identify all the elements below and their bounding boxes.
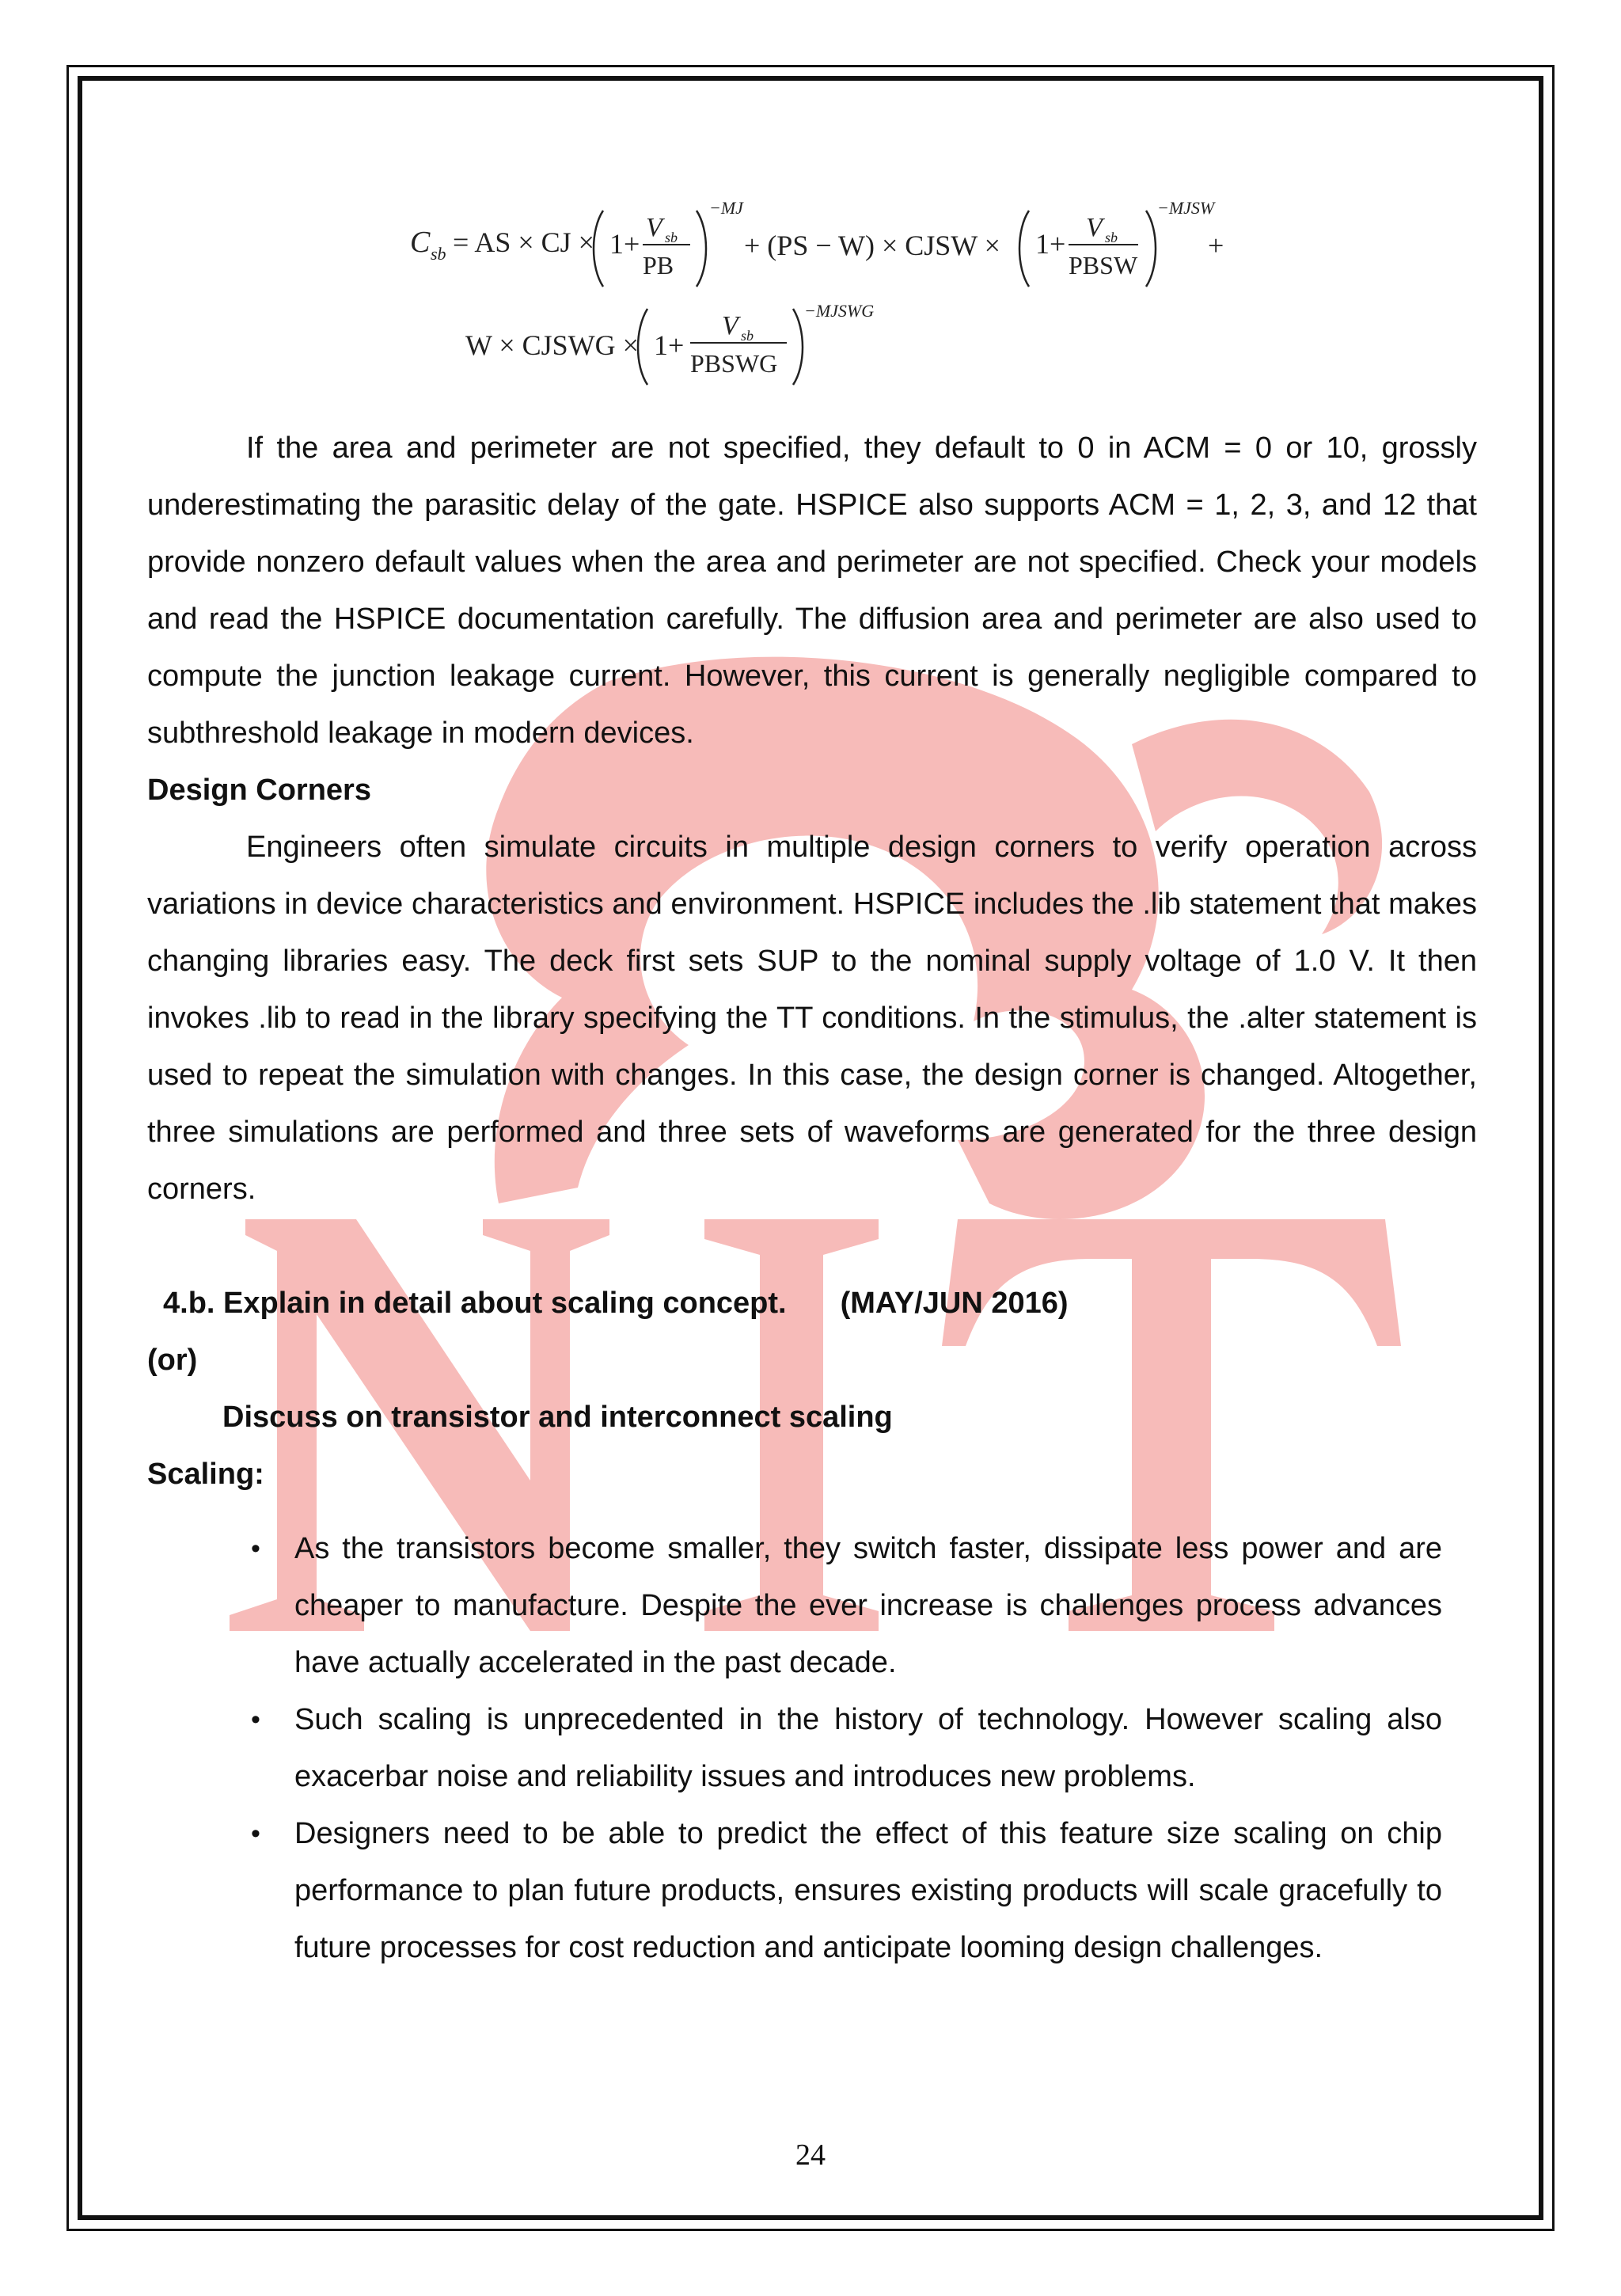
question-text: 4.b. Explain in detail about scaling concept. [163, 1287, 787, 1320]
formula-frac2-den: PBSW [1069, 251, 1138, 279]
page-content [147, 420, 1477, 1976]
bullet-icon: • [251, 1534, 260, 1564]
capacitance-formula [396, 190, 1266, 396]
formula-frac1-num: V [646, 213, 662, 242]
formula-paren-close-2 [1146, 211, 1156, 287]
bullet-icon: • [251, 1819, 260, 1849]
formula-plus: + [1208, 230, 1224, 261]
formula-frac3-num-sub: sb [741, 328, 754, 344]
formula-term1: = AS × CJ × [453, 226, 594, 258]
formula-one-3: 1+ [654, 329, 685, 361]
formula-paren-open-1 [594, 211, 603, 287]
bullet-item [251, 1691, 1442, 1805]
formula-exp1: −MJ [709, 198, 743, 218]
formula-frac3-den: PBSWG [690, 349, 778, 378]
formula-one-1: 1+ [609, 228, 640, 260]
question-date: (MAY/JUN 2016) [840, 1287, 1069, 1320]
formula-paren-open-2 [1019, 211, 1029, 287]
question-heading [147, 1275, 1477, 1332]
formula-frac1-den: PB [643, 251, 674, 279]
formula-frac2-num-sub: sb [1105, 230, 1118, 245]
bullet-item [251, 1520, 1442, 1691]
formula-line2-term: W × CJSWG × [465, 329, 639, 361]
formula-frac2-num: V [1086, 213, 1103, 242]
formula-frac3-num: V [722, 311, 738, 340]
paragraph-parasitic-defaults: If the area and perimeter are not specified, they default to 0 in ACM = 0 or 10, grossly underestimating the parasitic delay of the gate. HSPICE also supports ACM = 1, 2, 3, and 12 that provide nonzero default values when the area and perimeter are not specified. Check your models and read the HSPICE documentation carefully. The diffusion area and perimeter are also used to compute the junction leakage current. However, this current is generally negligible compared to subthreshold leakage in modern devices. [147, 431, 1477, 750]
question-or: (or) [147, 1344, 198, 1377]
bullet-text: Such scaling is unprecedented in the history of technology. However scaling also exacerbar noise and reliability issues and introduces new problems. [294, 1703, 1442, 1793]
page-number: 24 [795, 2138, 826, 2172]
bullet-text: As the transistors become smaller, they switch faster, dissipate less power and are cheaper to manufacture. Despite the ever increase is challenges process advances have actually accelerated in the past decade. [294, 1532, 1442, 1679]
formula-exp3: −MJSWG [804, 301, 875, 321]
bullet-item [251, 1805, 1442, 1976]
bullet-text: Designers need to be able to predict the effect of this feature size scaling on chip performance to plan future products, ensures existing products will scale gracefully to future processes for cost reduction and anticipate looming design challenges. [294, 1817, 1442, 1964]
paragraph-design-corners: Engineers often simulate circuits in multiple design corners to verify operation across variations in device characteristics and environment. HSPICE includes the .lib statement that makes changing libraries easy. The deck first sets SUP to the nominal supply voltage of 1.0 V. It then invokes .lib to read in the library specifying the TT conditions. In the stimulus, the .alter statement is used to repeat the simulation with changes. In this case, the design corner is changed. Altogether, three simulations are performed and three sets of waveforms are generated for the three design corners. [147, 831, 1477, 1206]
section-gap [147, 1218, 1477, 1275]
formula-frac1-num-sub: sb [665, 230, 678, 245]
heading-design-corners: Design Corners [147, 774, 371, 807]
formula-exp2: −MJSW [1157, 198, 1215, 218]
formula-paren-close-1 [697, 211, 706, 287]
formula-lhs: C [410, 226, 431, 259]
formula-paren-close-3 [793, 309, 803, 385]
question-alternative: Discuss on transistor and interconnect scaling [222, 1401, 893, 1434]
bullet-icon: • [251, 1705, 260, 1735]
heading-scaling: Scaling: [147, 1458, 264, 1491]
formula-term2: + (PS − W) × CJSW × [744, 230, 1000, 261]
formula-lhs-sub: sb [431, 244, 446, 264]
formula-paren-open-3 [638, 309, 647, 385]
formula-one-2: 1+ [1035, 228, 1066, 260]
scaling-bullet-list [147, 1520, 1442, 1976]
